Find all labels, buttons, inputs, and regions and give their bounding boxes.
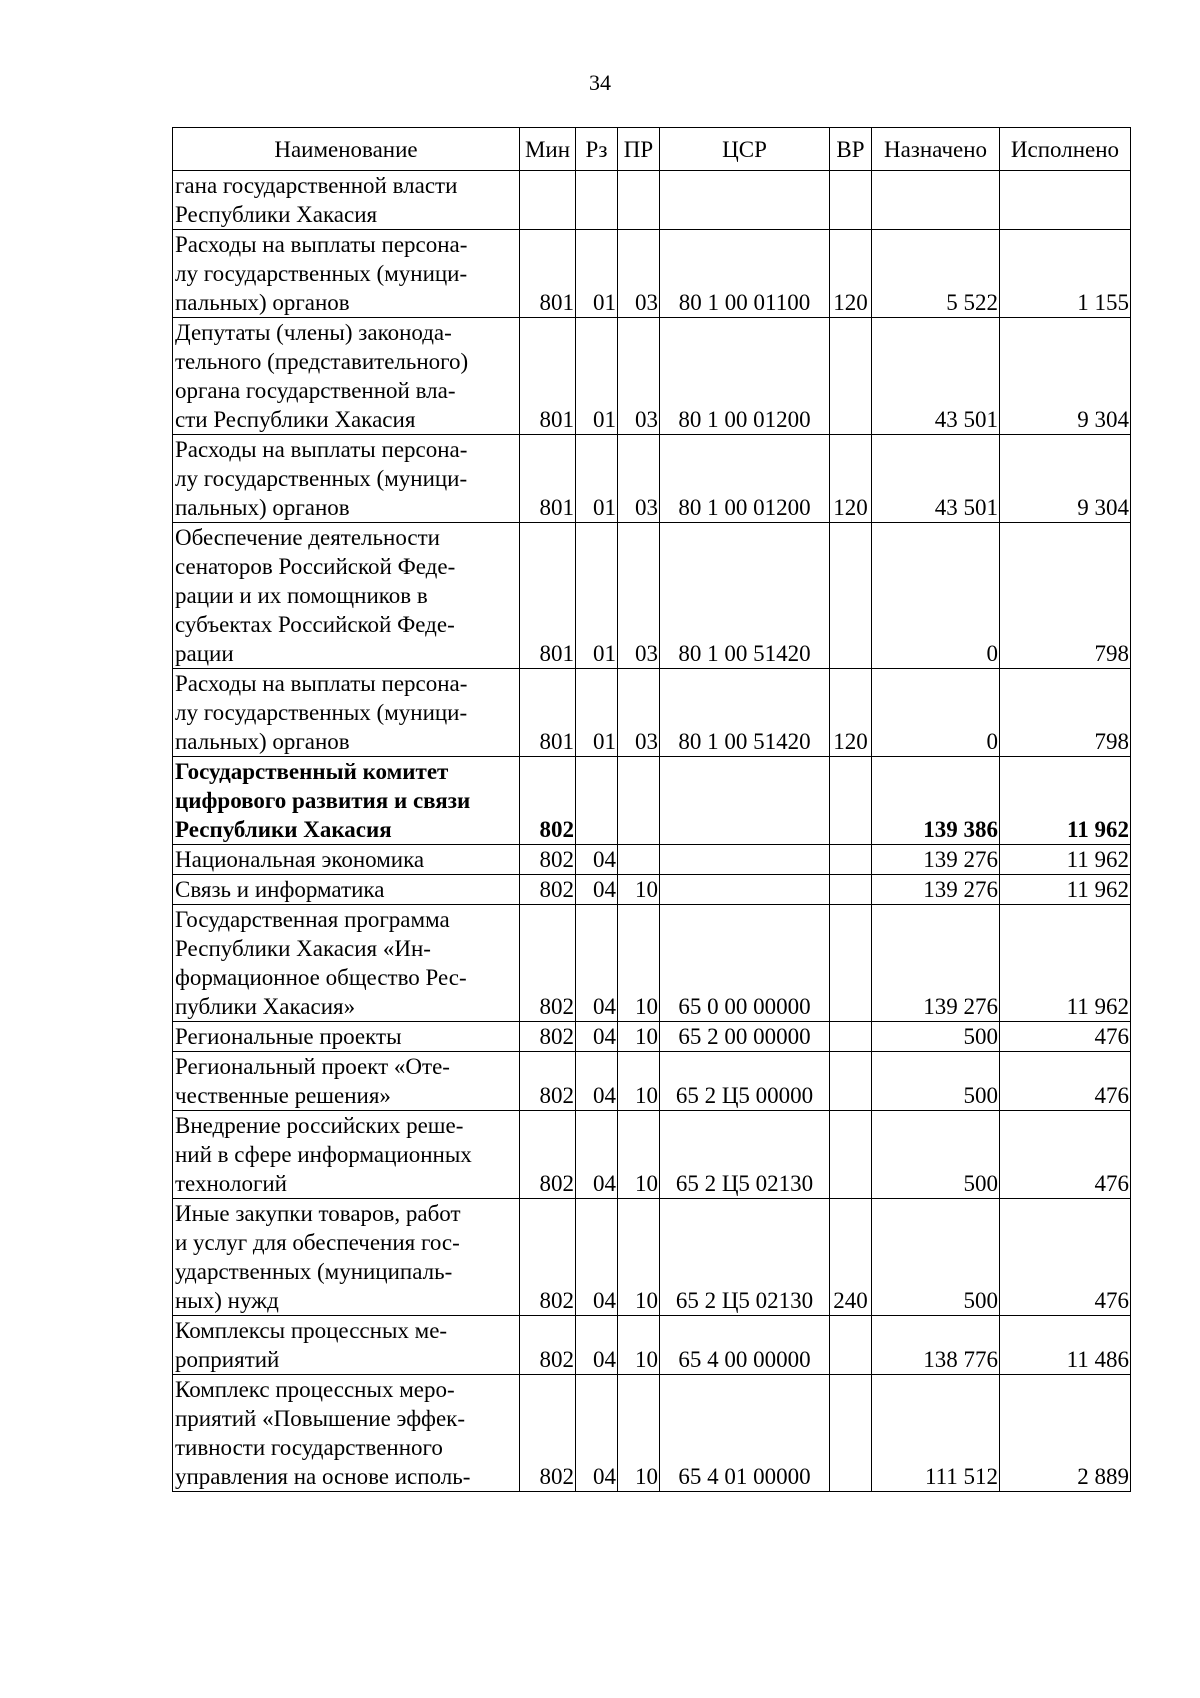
cell-pr: 03 <box>618 669 660 757</box>
cell-pr: 10 <box>618 1316 660 1375</box>
name-line: Комплекс процессных меро- <box>175 1377 455 1402</box>
cell-assigned: 139 386 <box>872 757 1000 845</box>
cell-rz <box>576 171 618 230</box>
cell-executed: 476 <box>1000 1199 1131 1316</box>
cell-pr: 03 <box>618 435 660 523</box>
cell-rz: 04 <box>576 1199 618 1316</box>
cell-csr: 80 1 00 51420 <box>660 523 830 669</box>
cell-name <box>173 435 520 523</box>
cell-rz: 04 <box>576 1375 618 1492</box>
cell-min: 801 <box>520 523 576 669</box>
cell-name <box>173 757 520 845</box>
cell-min: 802 <box>520 875 576 905</box>
name-line: тельного (представительного) <box>175 349 469 374</box>
budget-table <box>172 127 1131 1492</box>
name-line: Обеспечение деятельности <box>175 525 440 550</box>
cell-csr: 80 1 00 01100 <box>660 230 830 318</box>
cell-pr: 03 <box>618 318 660 435</box>
table-header-row <box>173 128 1131 171</box>
cell-name <box>173 1316 520 1375</box>
name-line: ударственных (муниципаль- <box>175 1259 453 1284</box>
cell-csr: 80 1 00 01200 <box>660 435 830 523</box>
cell-min: 802 <box>520 1375 576 1492</box>
name-line: публики Хакасия» <box>175 994 356 1019</box>
name-line: Республики Хакасия «Ин- <box>175 936 431 961</box>
cell-vr <box>830 1052 872 1111</box>
name-line: сенаторов Российской Феде- <box>175 554 456 579</box>
cell-csr <box>660 845 830 875</box>
cell-rz <box>576 757 618 845</box>
cell-rz: 04 <box>576 845 618 875</box>
table-row <box>173 757 1131 845</box>
table-row <box>173 1199 1131 1316</box>
header-assigned: Назначено <box>872 128 1000 171</box>
cell-csr: 65 2 Ц5 02130 <box>660 1199 830 1316</box>
name-line: Региональные проекты <box>175 1024 402 1049</box>
cell-csr <box>660 875 830 905</box>
cell-rz: 04 <box>576 1316 618 1375</box>
cell-assigned: 500 <box>872 1111 1000 1199</box>
name-line: субъектах Российской Феде- <box>175 612 455 637</box>
cell-assigned: 43 501 <box>872 318 1000 435</box>
table-row <box>173 318 1131 435</box>
name-line: Расходы на выплаты персона- <box>175 232 468 257</box>
cell-min: 802 <box>520 905 576 1022</box>
header-name: Наименование <box>173 128 520 171</box>
header-rz: Рз <box>576 128 618 171</box>
cell-assigned: 139 276 <box>872 845 1000 875</box>
cell-executed <box>1000 171 1131 230</box>
cell-executed: 11 962 <box>1000 845 1131 875</box>
name-line: пальных) органов <box>175 495 350 520</box>
table-row <box>173 669 1131 757</box>
cell-csr: 65 4 00 00000 <box>660 1316 830 1375</box>
cell-rz: 01 <box>576 523 618 669</box>
cell-pr: 03 <box>618 523 660 669</box>
cell-assigned: 111 512 <box>872 1375 1000 1492</box>
table-row <box>173 845 1131 875</box>
name-line: органа государственной вла- <box>175 378 456 403</box>
name-line: ных) нужд <box>175 1288 279 1313</box>
cell-executed: 798 <box>1000 523 1131 669</box>
name-line: Региональный проект «Оте- <box>175 1054 450 1079</box>
cell-name <box>173 669 520 757</box>
cell-rz: 04 <box>576 1022 618 1052</box>
cell-pr <box>618 845 660 875</box>
cell-min: 802 <box>520 1052 576 1111</box>
cell-executed: 2 889 <box>1000 1375 1131 1492</box>
table-row <box>173 1316 1131 1375</box>
cell-rz: 04 <box>576 905 618 1022</box>
cell-name <box>173 875 520 905</box>
cell-vr <box>830 905 872 1022</box>
name-line: формационное общество Рес- <box>175 965 467 990</box>
table-row <box>173 1111 1131 1199</box>
cell-executed: 476 <box>1000 1052 1131 1111</box>
header-executed: Исполнено <box>1000 128 1131 171</box>
table-row <box>173 523 1131 669</box>
cell-vr <box>830 318 872 435</box>
cell-vr <box>830 171 872 230</box>
name-line: чественные решения» <box>175 1083 391 1108</box>
cell-assigned: 500 <box>872 1199 1000 1316</box>
cell-assigned: 500 <box>872 1022 1000 1052</box>
cell-name <box>173 1022 520 1052</box>
cell-pr: 10 <box>618 1111 660 1199</box>
table-row <box>173 905 1131 1022</box>
cell-min: 802 <box>520 1199 576 1316</box>
cell-rz: 01 <box>576 435 618 523</box>
header-pr: ПР <box>618 128 660 171</box>
cell-vr <box>830 1375 872 1492</box>
cell-csr: 65 2 00 00000 <box>660 1022 830 1052</box>
cell-min: 801 <box>520 669 576 757</box>
cell-csr: 80 1 00 51420 <box>660 669 830 757</box>
page-number: 34 <box>589 70 611 95</box>
cell-assigned: 0 <box>872 669 1000 757</box>
name-line: рации и их помощников в <box>175 583 428 608</box>
table-body <box>173 171 1131 1492</box>
name-line: лу государственных (муници- <box>175 261 468 286</box>
cell-csr: 65 4 01 00000 <box>660 1375 830 1492</box>
cell-pr: 10 <box>618 1199 660 1316</box>
cell-csr <box>660 171 830 230</box>
cell-pr: 10 <box>618 1375 660 1492</box>
cell-assigned: 5 522 <box>872 230 1000 318</box>
cell-name <box>173 171 520 230</box>
table-row <box>173 875 1131 905</box>
name-line: приятий «Повышение эффек- <box>175 1406 465 1431</box>
name-line: Расходы на выплаты персона- <box>175 671 468 696</box>
name-line: Государственная программа <box>175 907 450 932</box>
cell-pr <box>618 171 660 230</box>
cell-csr: 65 2 Ц5 02130 <box>660 1111 830 1199</box>
cell-name <box>173 905 520 1022</box>
name-line: пальных) органов <box>175 729 350 754</box>
cell-vr: 240 <box>830 1199 872 1316</box>
cell-pr: 10 <box>618 1022 660 1052</box>
name-line: рации <box>175 641 234 666</box>
table-row <box>173 230 1131 318</box>
name-line: сти Республики Хакасия <box>175 407 416 432</box>
header-csr: ЦСР <box>660 128 830 171</box>
cell-rz: 04 <box>576 875 618 905</box>
name-line: цифрового развития и связи <box>175 788 471 813</box>
cell-min: 802 <box>520 845 576 875</box>
name-line: Иные закупки товаров, работ <box>175 1201 461 1226</box>
cell-assigned <box>872 171 1000 230</box>
cell-executed: 476 <box>1000 1022 1131 1052</box>
cell-name <box>173 230 520 318</box>
cell-vr <box>830 845 872 875</box>
cell-rz: 04 <box>576 1052 618 1111</box>
cell-min: 801 <box>520 230 576 318</box>
cell-vr <box>830 523 872 669</box>
cell-rz: 01 <box>576 318 618 435</box>
cell-name <box>173 523 520 669</box>
name-line: лу государственных (муници- <box>175 466 468 491</box>
name-line: управления на основе исполь- <box>175 1464 471 1489</box>
cell-vr <box>830 1111 872 1199</box>
cell-assigned: 0 <box>872 523 1000 669</box>
cell-executed: 11 962 <box>1000 757 1131 845</box>
name-line: Национальная экономика <box>175 847 425 872</box>
name-line: лу государственных (муници- <box>175 700 468 725</box>
cell-executed: 476 <box>1000 1111 1131 1199</box>
cell-executed: 1 155 <box>1000 230 1131 318</box>
cell-vr <box>830 1022 872 1052</box>
name-line: гана государственной власти <box>175 173 458 198</box>
name-line: тивности государственного <box>175 1435 443 1460</box>
header-min: Мин <box>520 128 576 171</box>
name-line: технологий <box>175 1171 287 1196</box>
cell-name <box>173 318 520 435</box>
cell-name <box>173 845 520 875</box>
name-line: Депутаты (члены) законода- <box>175 320 452 345</box>
cell-name <box>173 1111 520 1199</box>
name-line: ний в сфере информационных <box>175 1142 472 1167</box>
table-row <box>173 1375 1131 1492</box>
name-line: Комплексы процессных ме- <box>175 1318 448 1343</box>
cell-rz: 01 <box>576 669 618 757</box>
table-row <box>173 435 1131 523</box>
name-line: и услуг для обеспечения гос- <box>175 1230 460 1255</box>
cell-assigned: 139 276 <box>872 905 1000 1022</box>
cell-min: 802 <box>520 757 576 845</box>
cell-assigned: 500 <box>872 1052 1000 1111</box>
cell-executed: 11 962 <box>1000 905 1131 1022</box>
cell-vr: 120 <box>830 230 872 318</box>
name-line: пальных) органов <box>175 290 350 315</box>
cell-executed: 9 304 <box>1000 435 1131 523</box>
cell-csr <box>660 757 830 845</box>
cell-min: 801 <box>520 318 576 435</box>
name-line: Связь и информатика <box>175 877 385 902</box>
table-row <box>173 171 1131 230</box>
cell-csr: 80 1 00 01200 <box>660 318 830 435</box>
table-row <box>173 1022 1131 1052</box>
cell-assigned: 138 776 <box>872 1316 1000 1375</box>
cell-name <box>173 1199 520 1316</box>
header-vr: ВР <box>830 128 872 171</box>
cell-rz: 01 <box>576 230 618 318</box>
name-line: Республики Хакасия <box>175 817 392 842</box>
cell-vr: 120 <box>830 669 872 757</box>
table-row <box>173 1052 1131 1111</box>
cell-vr <box>830 875 872 905</box>
cell-pr: 03 <box>618 230 660 318</box>
cell-vr <box>830 1316 872 1375</box>
cell-vr <box>830 757 872 845</box>
name-line: Расходы на выплаты персона- <box>175 437 468 462</box>
cell-name <box>173 1052 520 1111</box>
cell-assigned: 43 501 <box>872 435 1000 523</box>
cell-pr <box>618 757 660 845</box>
cell-executed: 11 962 <box>1000 875 1131 905</box>
cell-min <box>520 171 576 230</box>
name-line: Внедрение российских реше- <box>175 1113 464 1138</box>
cell-executed: 9 304 <box>1000 318 1131 435</box>
cell-pr: 10 <box>618 1052 660 1111</box>
name-line: Государственный комитет <box>175 759 449 784</box>
cell-name <box>173 1375 520 1492</box>
cell-csr: 65 0 00 00000 <box>660 905 830 1022</box>
cell-executed: 11 486 <box>1000 1316 1131 1375</box>
cell-assigned: 139 276 <box>872 875 1000 905</box>
name-line: Республики Хакасия <box>175 202 378 227</box>
name-line: роприятий <box>175 1347 280 1372</box>
cell-pr: 10 <box>618 875 660 905</box>
cell-min: 801 <box>520 435 576 523</box>
cell-pr: 10 <box>618 905 660 1022</box>
cell-rz: 04 <box>576 1111 618 1199</box>
cell-csr: 65 2 Ц5 00000 <box>660 1052 830 1111</box>
cell-min: 802 <box>520 1316 576 1375</box>
cell-executed: 798 <box>1000 669 1131 757</box>
cell-min: 802 <box>520 1022 576 1052</box>
cell-min: 802 <box>520 1111 576 1199</box>
cell-vr: 120 <box>830 435 872 523</box>
